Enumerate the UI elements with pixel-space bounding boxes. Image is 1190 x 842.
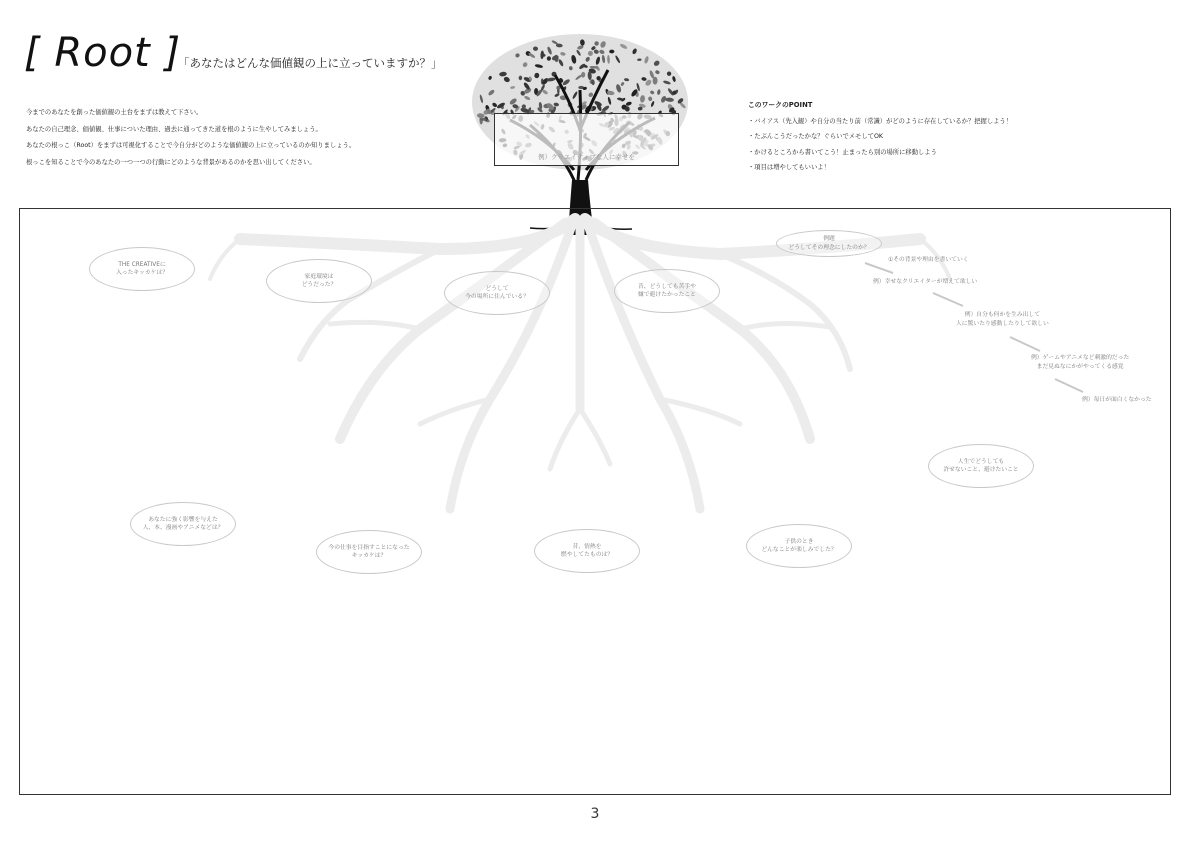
intro-line: あなたの自己理念、価値観、仕事についた理由、過去に通ってきた道を根のように生やしてみましょう。 xyxy=(26,125,322,133)
question-bubble-influence[interactable]: あなたに強く影響を与えた 人、本、漫画やアニメなどは？ xyxy=(130,502,236,546)
intro-line: 根っこを知ることで今のあなたの一つ一つの行動にどのような背景があるのかを思い出してください。 xyxy=(26,158,316,166)
intro-line: あなたの根っこ（Root）をまずは可視化することで今自分がどのような価値観の上に立っているのか知りましょう。 xyxy=(26,142,356,149)
question-bubble-creative[interactable]: THE CREATIVEに 入ったキッカケは？ xyxy=(89,247,195,291)
work-point-title: このワークのPOINT xyxy=(748,101,813,109)
tree-example-text: 例）クリエイティブな人に幸せを xyxy=(538,153,635,161)
work-point-item: ・項目は増やしてもいいよ！ xyxy=(748,164,830,171)
question-bubble-life[interactable]: 人生でどうしても 許せないこと、避けたいこと xyxy=(928,444,1034,488)
work-point-item: ・かけるところから書いてこう！止まったら別の場所に移動しよう xyxy=(748,148,937,156)
example-note: 例）幸せなクリエイターが増えて欲しい xyxy=(873,279,978,285)
example-note: 例）自分も何かを生み出して 人に驚いたり感動したりして欲しい xyxy=(956,312,1049,327)
intro-text xyxy=(26,105,466,171)
page-title: [ Root ] xyxy=(24,30,182,76)
work-point-item: ・バイアス（先入観）や自分の当たり前（常識）がどのように存在しているか？把握しよう！ xyxy=(748,117,1013,125)
question-bubble-job[interactable]: 今の仕事を目指すことになった キッカケは？ xyxy=(316,530,422,574)
example-note: 例）ゲームやアニメなど刺激的だった まだ見ぬなにかがやってくる感覚 xyxy=(1031,355,1130,370)
question-bubble-passion[interactable]: 昔、情熱を 燃やしてたものは？ xyxy=(534,529,640,573)
work-point-panel xyxy=(748,98,1078,176)
page-subtitle: 「あなたはどんな価値観の上に立っていますか？」 xyxy=(178,56,443,70)
intro-line: 今までのあなたを創った価値観の土台をまずは教えて下さい。 xyxy=(26,109,203,116)
example-bubble[interactable]: 例題 どうしてその理念にしたのか？ xyxy=(776,230,882,257)
page-number: 3 xyxy=(590,806,600,822)
roots-board xyxy=(19,208,1171,795)
tree-example-box[interactable] xyxy=(494,113,679,166)
example-note: 例）毎日が面白くなかった xyxy=(1082,397,1152,403)
question-bubble-family[interactable]: 家庭環境は どうだった？ xyxy=(266,259,372,303)
question-bubble-avoidance[interactable]: 昔、どうしても苦手や 嫌で避けたかったこと xyxy=(614,269,720,313)
question-bubble-childhood[interactable]: 子供のとき どんなことが楽しみでした？ xyxy=(746,524,852,568)
question-bubble-living[interactable]: どうして 今の場所に住んでいる？ xyxy=(444,271,550,315)
example-note-step: ①その背景や理由を書いていく xyxy=(888,257,969,263)
work-point-item: ・たぶんこうだったかな？ぐらいでメモしてOK xyxy=(748,133,884,140)
